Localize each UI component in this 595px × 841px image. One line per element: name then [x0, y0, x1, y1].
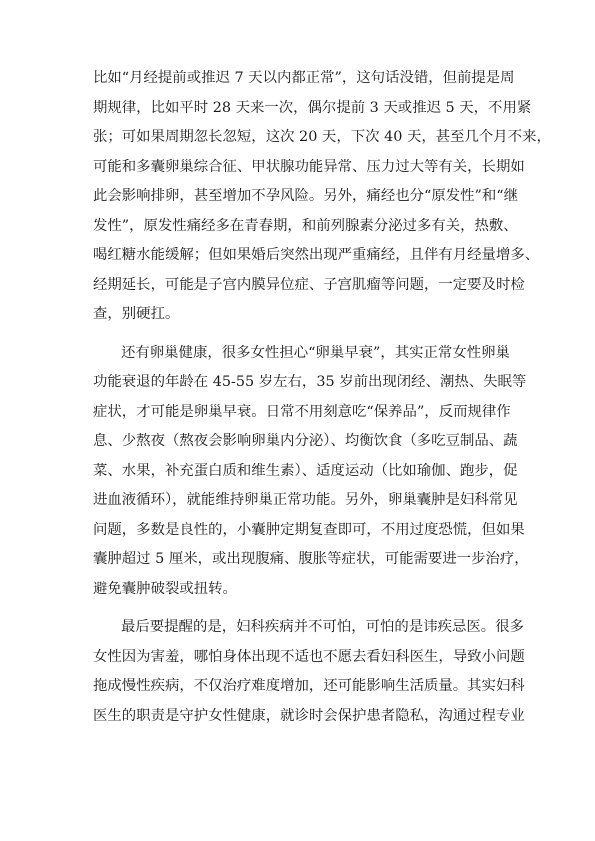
paragraph-menstrual-cycle — [93, 64, 551, 330]
text-line: 查，别硬扛。 — [93, 306, 180, 322]
text-line: 发性”，原发性痛经多在青春期，和前列腺素分泌过多有关，热敷、 — [93, 217, 518, 234]
text-line: 医生的职责是守护女性健康，就诊时会保护患者隐私，沟通过程专业 — [93, 707, 525, 724]
text-line: 功能衰退的年龄在 45-55 岁左右，35 岁前出现闭经、潮热、失眠等 — [93, 374, 527, 390]
text-line: 症状，才可能是卵巢早衰。日常不用刻意吃“保养品”，反而规律作 — [93, 403, 511, 420]
text-line: 进血液循环），就能维持卵巢正常功能。另外，卵巢囊肿是妇科常见 — [93, 492, 518, 508]
text-line: 最后要提醒的是，妇科疾病并不可怕，可怕的是讳疾忌医。很多 — [121, 619, 524, 635]
text-line: 女性因为害羞，哪怕身体出现不适也不愿去看妇科医生，导致小问题 — [93, 648, 525, 665]
document-body — [93, 64, 551, 740]
text-line: 张；可如果周期忽长忽短，这次 20 天，下次 40 天，甚至几个月不来， — [93, 129, 551, 145]
text-line: 问题，多数是良性的，小囊肿定期复查即可，不用过度恐慌，但如果 — [93, 521, 525, 538]
text-line: 经期延长，可能是子宫内膜异位症、子宫肌瘤等问题，一定要及时检 — [93, 276, 525, 293]
text-line: 可能和多囊卵巢综合征、甲状腺功能异常、压力过大等有关，长期如 — [93, 158, 525, 175]
text-line: 比如“月经提前或推迟 7 天以内都正常”，这句话没错，但前提是周 — [93, 70, 515, 86]
text-line: 避免囊肿破裂或扭转。 — [93, 580, 237, 597]
text-line: 此会影响排卵，甚至增加不孕风险。另外，痛经也分“原发性”和“继 — [93, 188, 519, 204]
text-line: 息、少熬夜（熬夜会影响卵巢内分泌）、均衡饮食（多吃豆制品、蔬 — [93, 433, 518, 449]
text-line: 还有卵巢健康，很多女性担心“卵巢早衰”，其实正常女性卵巢 — [121, 344, 510, 361]
paragraph-reminder — [93, 613, 525, 731]
text-line: 菜、水果，补充蛋白质和维生素）、适度运动（比如瑜伽、跑步，促 — [93, 462, 518, 479]
text-line: 囊肿超过 5 厘米，或出现腹痛、腹胀等症状，可能需要进一步治疗， — [93, 551, 529, 567]
paragraph-ovarian-health — [93, 339, 529, 605]
text-line: 喝红糖水能缓解；但如果婚后突然出现严重痛经，且伴有月经量增多、 — [93, 247, 540, 263]
text-line: 期规律，比如平时 28 天来一次，偶尔提前 3 天或推迟 5 天，不用紧 — [93, 99, 532, 116]
text-line: 拖成慢性疾病，不仅治疗难度增加，还可能影响生活质量。其实妇科 — [93, 678, 525, 694]
